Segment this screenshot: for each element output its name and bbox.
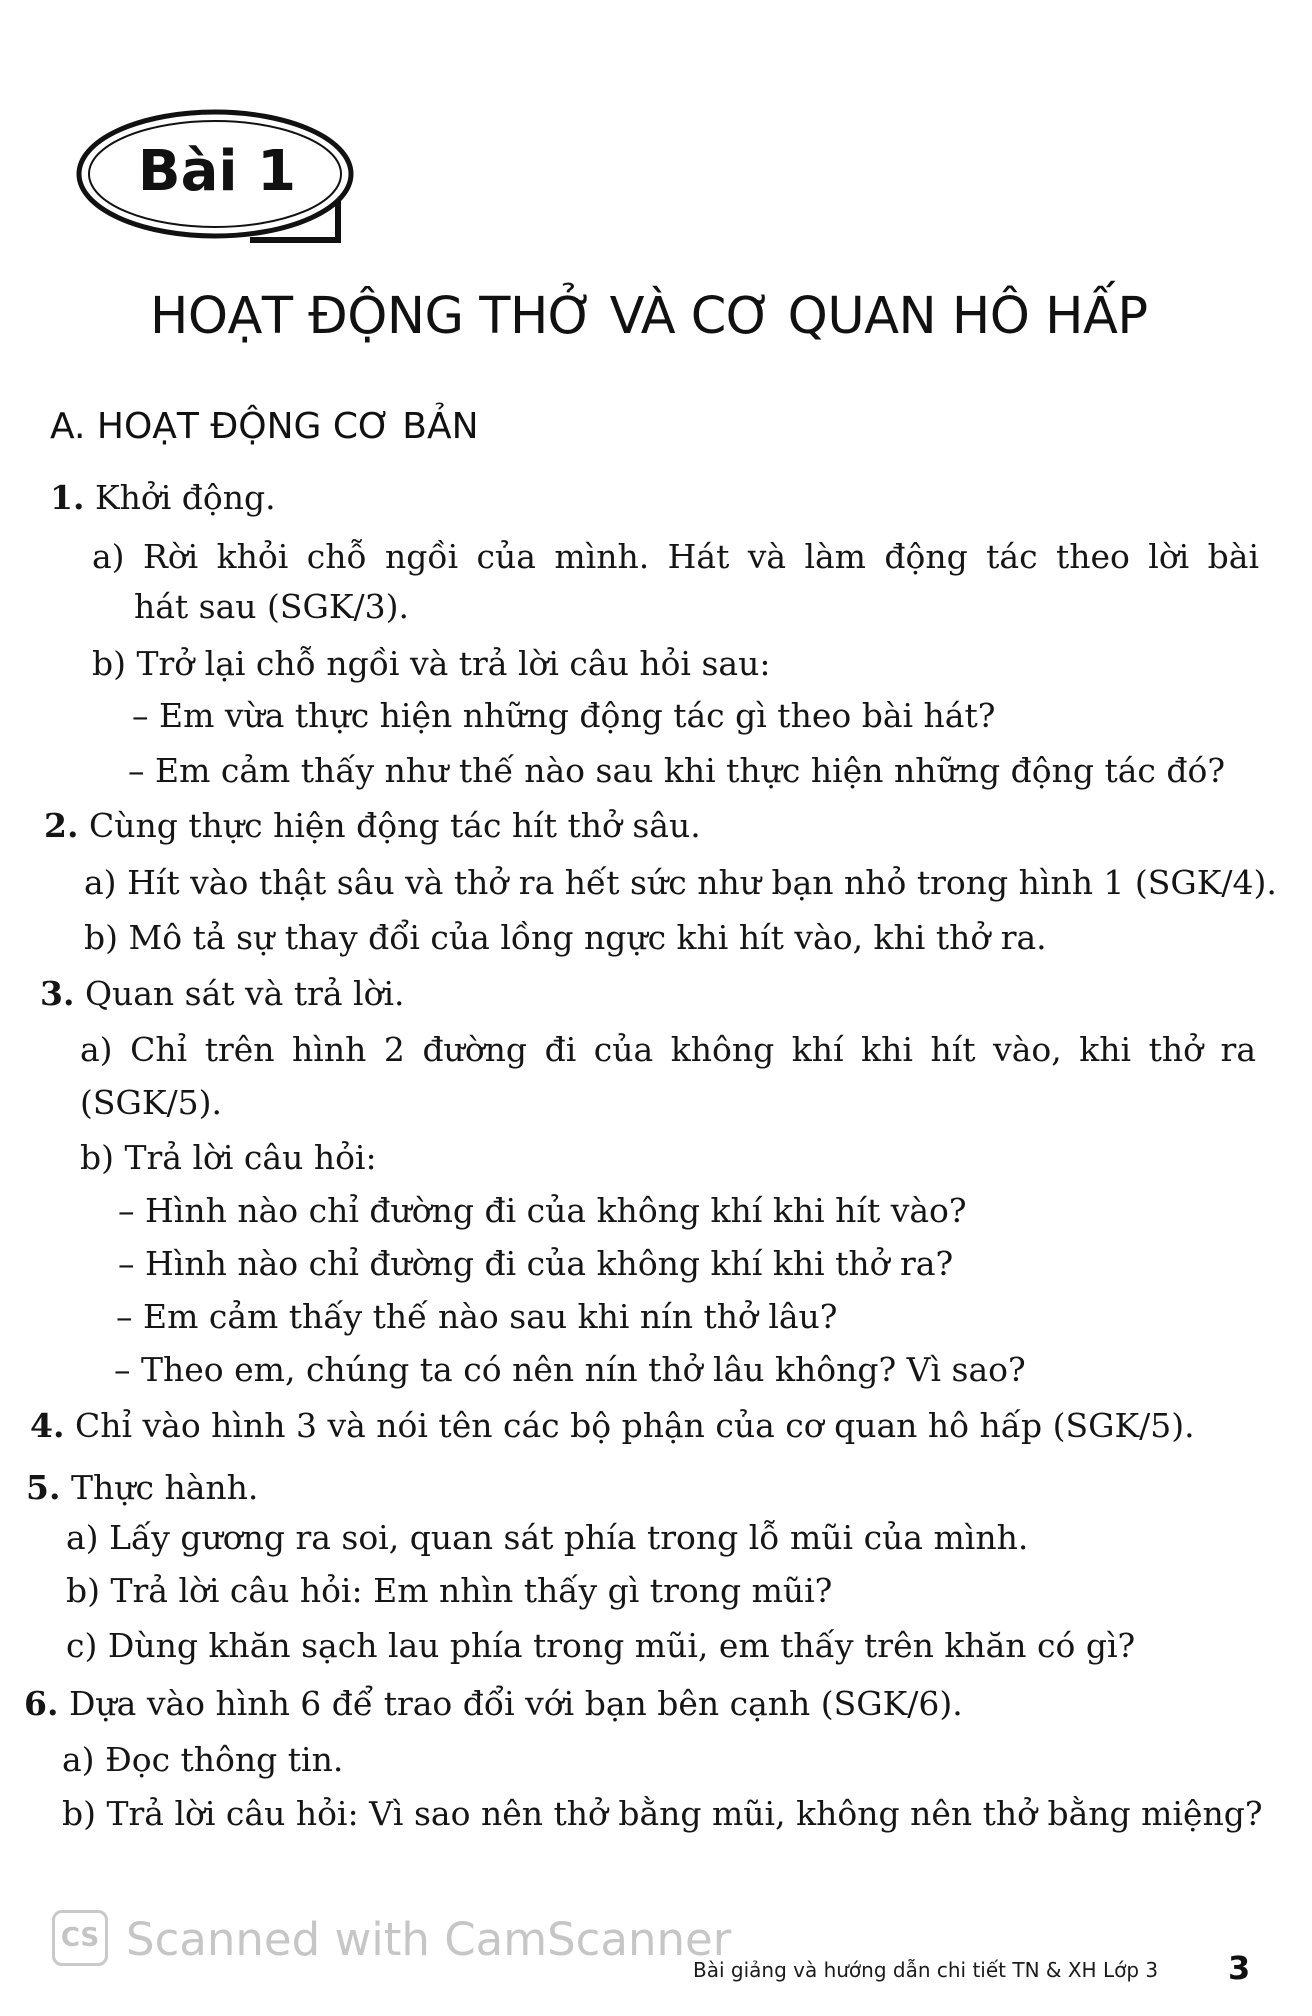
camscanner-logo-icon: CS: [52, 1910, 108, 1966]
bullet-item: – Em cảm thấy như thế nào sau khi thực hiện những động tác đó?: [128, 751, 1226, 790]
item-1-sub-a: a) Rời khỏi chỗ ngồi của mình. Hát và làm động tác theo lời bài: [92, 537, 1259, 576]
lesson-badge: [70, 100, 360, 250]
item-5-sub-a: a) Lấy gương ra soi, quan sát phía trong lỗ mũi của mình.: [66, 1518, 1029, 1557]
item-4: [30, 1400, 1195, 1452]
item-number: 1.: [50, 478, 85, 517]
lesson-number: Bài 1: [137, 139, 297, 204]
item-2-sub-b: b) Mô tả sự thay đổi của lồng ngực khi hít vào, khi thở ra.: [84, 918, 1047, 957]
item-2-sub-a: a) Hít vào thật sâu và thở ra hết sức như bạn nhỏ trong hình 1 (SGK/4).: [84, 863, 1277, 902]
item-6-sub-b: b) Trả lời câu hỏi: Vì sao nên thở bằng mũi, không nên thở bằng miệng?: [62, 1794, 1263, 1833]
item-number: 5.: [26, 1468, 61, 1507]
item-number: 6.: [24, 1684, 59, 1723]
item-3-sub-a: a) Chỉ trên hình 2 đường đi của không khí khi hít vào, khi thở ra: [80, 1030, 1256, 1069]
item-number: 4.: [30, 1406, 65, 1445]
bullet-item: – Em cảm thấy thế nào sau khi nín thở lâu?: [116, 1297, 838, 1336]
item-text: Cùng thực hiện động tác hít thở sâu.: [88, 806, 701, 845]
lesson-title: HOẠT ĐỘNG THỞ VÀ CƠ QUAN HÔ HẤP: [150, 287, 1148, 346]
item-6-sub-a: a) Đọc thông tin.: [62, 1740, 344, 1779]
item-3-sub-a-cont: (SGK/5).: [80, 1083, 222, 1122]
item-1-sub-b: b) Trở lại chỗ ngồi và trả lời câu hỏi sau:: [92, 644, 771, 683]
scanner-watermark: Scanned with CamScanner: [126, 1913, 732, 1966]
item-1-sub-a-cont: hát sau (SGK/3).: [134, 587, 410, 626]
item-6: [24, 1678, 963, 1730]
item-5-sub-b: b) Trả lời câu hỏi: Em nhìn thấy gì trong mũi?: [66, 1571, 833, 1610]
item-3: [40, 968, 405, 1020]
item-text: Quan sát và trả lời.: [84, 974, 405, 1013]
item-number: 3.: [40, 974, 75, 1013]
item-text: Khởi động.: [94, 478, 276, 517]
bullet-item: – Hình nào chỉ đường đi của không khí khi hít vào?: [118, 1191, 967, 1230]
section-heading: A. HOẠT ĐỘNG CƠ BẢN: [50, 406, 479, 447]
item-2: [44, 800, 701, 852]
book-title: Bài giảng và hướng dẫn chi tiết TN & XH Lớp 3: [693, 1958, 1159, 1982]
item-1: [50, 472, 276, 524]
bullet-item: – Theo em, chúng ta có nên nín thở lâu không? Vì sao?: [114, 1350, 1026, 1389]
item-text: Chỉ vào hình 3 và nói tên các bộ phận của cơ quan hô hấp (SGK/5).: [74, 1406, 1195, 1445]
item-text: Dựa vào hình 6 để trao đổi với bạn bên cạnh (SGK/6).: [68, 1684, 963, 1723]
item-number: 2.: [44, 806, 79, 845]
item-3-sub-b: b) Trả lời câu hỏi:: [80, 1138, 377, 1177]
bullet-item: – Em vừa thực hiện những động tác gì theo bài hát?: [132, 696, 996, 735]
page-number: 3: [1228, 1949, 1251, 1987]
item-5-sub-c: c) Dùng khăn sạch lau phía trong mũi, em thấy trên khăn có gì?: [66, 1626, 1136, 1665]
item-text: Thực hành.: [70, 1468, 259, 1507]
item-5: [26, 1462, 258, 1514]
bullet-item: – Hình nào chỉ đường đi của không khí khi thở ra?: [118, 1244, 954, 1283]
